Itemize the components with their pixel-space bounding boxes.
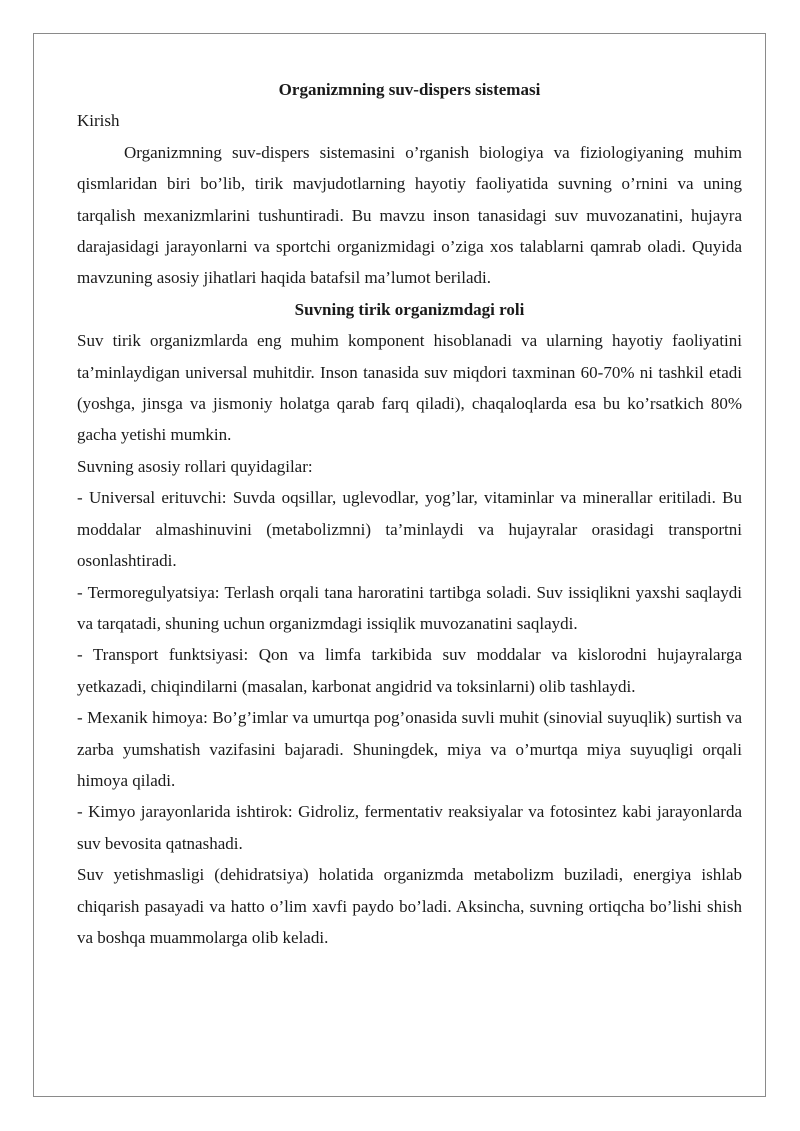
roles-intro: Suvning asosiy rollari quyidagilar:	[77, 456, 313, 476]
closing-paragraph: Suv yetishmasligi (dehidratsiya) holatida organizmda metabolizm buziladi, energiya ishlab chiqarish pasayadi va hatto o’lim xavfi paydo bo’ladi. Aksincha, suvning ortiqcha bo’lishi shish va boshqa muammolarga olib keladi.	[77, 865, 742, 947]
role-item-thermoregulation: - Termoregulyatsiya: Terlash orqali tana haroratini tartibga soladi. Suv issiqlikni yaxshi saqlaydi va tarqatadi, shuning uchun organizmdagi issiqlik muvozanatini saqlaydi.	[77, 582, 742, 633]
role-item-chemical-processes: - Kimyo jarayonlarida ishtirok: Gidroliz, fermentativ reaksiyalar va fotosintez kabi jarayonlarda suv bevosita qatnashadi.	[77, 802, 742, 853]
document-body	[77, 74, 742, 953]
role-item-transport: - Transport funktsiyasi: Qon va limfa tarkibida suv moddalar va kislorodni hujayralarga yetkazadi, chiqindilarni (masalan, karbonat angidrid va toksinlarni) olib tashlaydi.	[77, 645, 742, 696]
document-title: Organizmning suv-dispers sistemasi	[278, 80, 541, 99]
section-paragraph: Suv tirik organizmlarda eng muhim komponent hisoblanadi va ularning hayotiy faoliyatini ta’minlaydigan universal muhitdir. Inson tanasida suv miqdori taxminan 60-70% ni tashkil etadi (yoshga, jinsga va jismoniy holatga qarab farq qiladi), chaqaloqlarda esa bu ko’rsatkich 80% gacha yetishi mumkin.	[77, 331, 742, 445]
role-item-universal-solvent: - Universal erituvchi: Suvda oqsillar, uglevodlar, yog’lar, vitaminlar va minerallar eritiladi. Bu moddalar almashinuvini (metabolizmni) ta’minlaydi va hujayralar orasidagi transportni osonlashtiradi.	[77, 488, 742, 571]
intro-paragraph: Organizmning suv-dispers sistemasini o’rganish biologiya va fiziologiyaning muhim qismlaridan biri bo’lib, tirik mavjudotlarning hayotiy faoliyatida suvning o’rnini va uning tarqalish mexanizmlarini tushuntiradi. Bu mavzu inson tanasidagi suv muvozanatini, hujayra darajasidagi jarayonlarni va sportchi organizmidagi o’ziga xos talablarni qamrab oladi. Quyida mavzuning asosiy jihatlari haqida batafsil ma’lumot beriladi.	[77, 142, 742, 288]
role-item-mechanical-protection: - Mexanik himoya: Bo’g’imlar va umurtqa pog’onasida suvli muhit (sinovial suyuqlik) surtish va zarba yumshatish vazifasini bajaradi. Shuningdek, miya va o’murtqa miya suyuqligi orqali himoya qiladi.	[77, 708, 742, 790]
section-title: Suvning tirik organizmdagi roli	[294, 299, 525, 319]
intro-label: Kirish	[77, 111, 120, 131]
